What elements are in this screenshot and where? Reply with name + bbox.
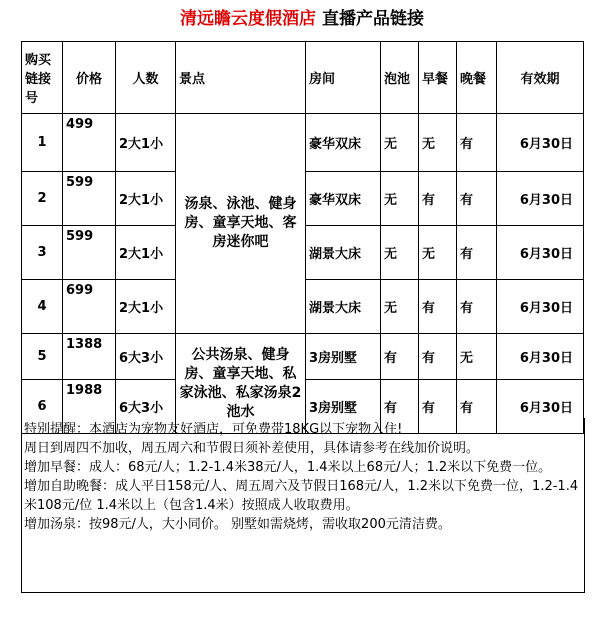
cell-price: 599 bbox=[63, 172, 116, 226]
header-link-no: 购买链接号 bbox=[22, 42, 63, 114]
cell-link-id: 5 bbox=[22, 334, 63, 380]
note-extra-hot-spring: 增加汤泉：按98元/人，大小同价。 别墅如需烧烤，需收取200元清洁费。 bbox=[24, 517, 451, 532]
cell-link-id: 3 bbox=[22, 226, 63, 280]
cell-valid: 6月30日 bbox=[497, 172, 584, 226]
cell-breakfast: 有 bbox=[419, 334, 457, 380]
header-breakfast: 早餐 bbox=[419, 42, 457, 114]
cell-dinner: 无 bbox=[457, 334, 497, 380]
header-valid: 有效期 bbox=[497, 42, 584, 114]
cell-valid: 6月30日 bbox=[497, 280, 584, 334]
cell-dinner: 有 bbox=[457, 172, 497, 226]
cell-link-id: 1 bbox=[22, 114, 63, 172]
header-people: 人数 bbox=[116, 42, 176, 114]
cell-pool: 无 bbox=[381, 226, 419, 280]
cell-breakfast: 无 bbox=[419, 114, 457, 172]
cell-link-id: 4 bbox=[22, 280, 63, 334]
cell-room: 豪华双床 bbox=[306, 114, 381, 172]
cell-dinner: 有 bbox=[457, 226, 497, 280]
cell-pool: 无 bbox=[381, 114, 419, 172]
cell-valid: 6月30日 bbox=[497, 226, 584, 280]
cell-breakfast: 有 bbox=[419, 380, 457, 434]
header-pool: 泡池 bbox=[381, 42, 419, 114]
cell-people: 6大3小 bbox=[116, 334, 176, 380]
table-row bbox=[22, 114, 584, 172]
cell-room: 湖景大床 bbox=[306, 280, 381, 334]
notes-box bbox=[21, 418, 585, 593]
page-title bbox=[0, 4, 604, 34]
cell-dinner: 有 bbox=[457, 280, 497, 334]
note-extra-dinner: 增加自助晚餐：成人平日158元/人、周五周六及节假日168元/人，1.2米以下免费一位，1.2-1.4米108元/位 1.4米以上（包含1.4米）按照成人收取费用。 bbox=[24, 479, 579, 513]
cell-dinner: 有 bbox=[457, 380, 497, 434]
cell-spots-group-1: 汤泉、泳池、健身房、童享天地、客房迷你吧 bbox=[176, 114, 306, 334]
cell-pool: 有 bbox=[381, 380, 419, 434]
cell-price: 699 bbox=[63, 280, 116, 334]
cell-people: 2大1小 bbox=[116, 114, 176, 172]
cell-room: 3房别墅 bbox=[306, 334, 381, 380]
header-room: 房间 bbox=[306, 42, 381, 114]
cell-price: 1988 bbox=[63, 380, 116, 434]
header-spots: 景点 bbox=[176, 42, 306, 114]
cell-room: 3房别墅 bbox=[306, 380, 381, 434]
cell-people: 2大1小 bbox=[116, 172, 176, 226]
cell-room: 豪华双床 bbox=[306, 172, 381, 226]
note-extra-breakfast: 增加早餐：成人：68元/人；1.2-1.4米38元/人，1.4米以上68元/人；1.2米以下免费一位。 bbox=[24, 460, 552, 475]
cell-breakfast: 无 bbox=[419, 226, 457, 280]
note-weekend-surcharge: 周日到周四不加收，周五周六和节假日须补差使用，具体请参考在线加价说明。 bbox=[24, 441, 480, 456]
product-table bbox=[21, 41, 584, 434]
title-subtitle: 直播产品链接 bbox=[321, 9, 424, 29]
cell-valid: 6月30日 bbox=[497, 380, 584, 434]
header-dinner: 晚餐 bbox=[457, 42, 497, 114]
cell-breakfast: 有 bbox=[419, 172, 457, 226]
cell-price: 1388 bbox=[63, 334, 116, 380]
header-price: 价格 bbox=[63, 42, 116, 114]
cell-dinner: 有 bbox=[457, 114, 497, 172]
cell-price: 499 bbox=[63, 114, 116, 172]
cell-valid: 6月30日 bbox=[497, 114, 584, 172]
cell-pool: 无 bbox=[381, 172, 419, 226]
cell-people: 2大1小 bbox=[116, 280, 176, 334]
table-row bbox=[22, 334, 584, 380]
cell-spots-group-2: 公共汤泉、健身房、童享天地、私家泳池、私家汤泉2池水 bbox=[176, 334, 306, 434]
cell-price: 599 bbox=[63, 226, 116, 280]
title-hotel-name: 清远瞻云度假酒店 bbox=[180, 9, 317, 29]
cell-link-id: 2 bbox=[22, 172, 63, 226]
cell-link-id: 6 bbox=[22, 380, 63, 434]
note-pet-policy: 特别提醒：本酒店为宠物友好酒店，可免费带18KG以下宠物入住! bbox=[24, 422, 403, 437]
cell-pool: 有 bbox=[381, 334, 419, 380]
cell-people: 6大3小 bbox=[116, 380, 176, 434]
cell-valid: 6月30日 bbox=[497, 334, 584, 380]
cell-breakfast: 有 bbox=[419, 280, 457, 334]
cell-people: 2大1小 bbox=[116, 226, 176, 280]
cell-pool: 无 bbox=[381, 280, 419, 334]
cell-room: 湖景大床 bbox=[306, 226, 381, 280]
table-header-row bbox=[22, 42, 584, 114]
